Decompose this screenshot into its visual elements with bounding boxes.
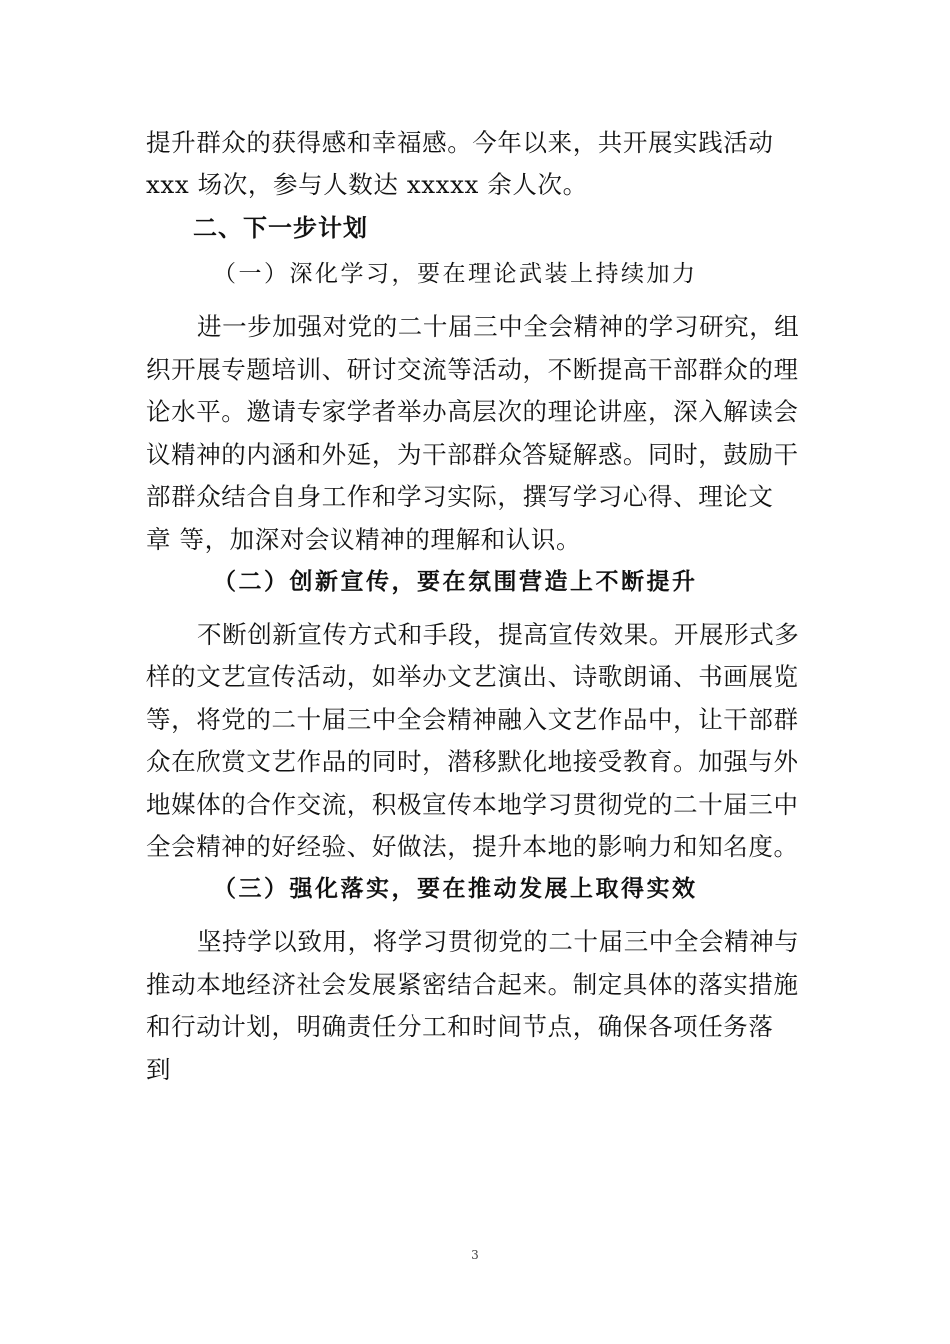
subsection-3-line-2: 推动本地经济社会发展紧密结合起来。制定具体的落实措施 bbox=[146, 970, 799, 999]
subsection-1-title: （一）深化学习，要在理论武装上持续加力 bbox=[213, 261, 698, 287]
subsection-3-line-3: 和行动计划，明确责任分工和时间节点，确保各项任务落 bbox=[146, 1012, 774, 1041]
subsection-2-line-2: 样的文艺宣传活动，如举办文艺演出、诗歌朗诵、书画展览 bbox=[146, 662, 799, 691]
subsection-3-title: （三）强化落实，要在推动发展上取得实效 bbox=[213, 875, 698, 902]
subsection-1-line-2: 织开展专题培训、研讨交流等活动，不断提高干部群众的理 bbox=[146, 355, 799, 384]
subsection-3-line-1: 坚持学以致用，将学习贯彻党的二十届三中全会精神与 bbox=[197, 927, 800, 956]
intro-line-2: xxx 场次，参与人数达 xxxxx 余人次。 bbox=[146, 170, 588, 199]
subsection-1-line-1: 进一步加强对党的二十届三中全会精神的学习研究，组 bbox=[197, 312, 800, 341]
section-title: 二、下一步计划 bbox=[193, 214, 368, 242]
subsection-1-line-3: 论水平。邀请专家学者举办高层次的理论讲座，深入解读会 bbox=[146, 397, 799, 426]
subsection-2-line-1: 不断创新宣传方式和手段，提高宣传效果。开展形式多 bbox=[197, 620, 800, 649]
subsection-1-line-4: 议精神的内涵和外延，为干部群众答疑解惑。同时，鼓励干 bbox=[146, 440, 799, 469]
subsection-2-line-6: 全会精神的好经验、好做法，提升本地的影响力和知名度。 bbox=[146, 832, 799, 861]
page-number: 3 bbox=[471, 1248, 479, 1262]
subsection-1-line-5: 部群众结合自身工作和学习实际，撰写学习心得、理论文 bbox=[146, 482, 774, 511]
subsection-2-line-3: 等，将党的二十届三中全会精神融入文艺作品中，让干部群 bbox=[146, 705, 799, 734]
subsection-2-title: （二）创新宣传，要在氛围营造上不断提升 bbox=[213, 568, 698, 595]
intro-line-1: 提升群众的获得感和幸福感。今年以来，共开展实践活动 bbox=[146, 128, 774, 157]
subsection-1-line-6: 章 等，加深对会议精神的理解和认识。 bbox=[146, 525, 582, 554]
subsection-2-line-5: 地媒体的合作交流，积极宣传本地学习贯彻党的二十届三中 bbox=[146, 790, 799, 819]
subsection-2-line-4: 众在欣赏文艺作品的同时，潜移默化地接受教育。加强与外 bbox=[146, 747, 799, 776]
subsection-3-line-4: 到 bbox=[146, 1055, 172, 1084]
